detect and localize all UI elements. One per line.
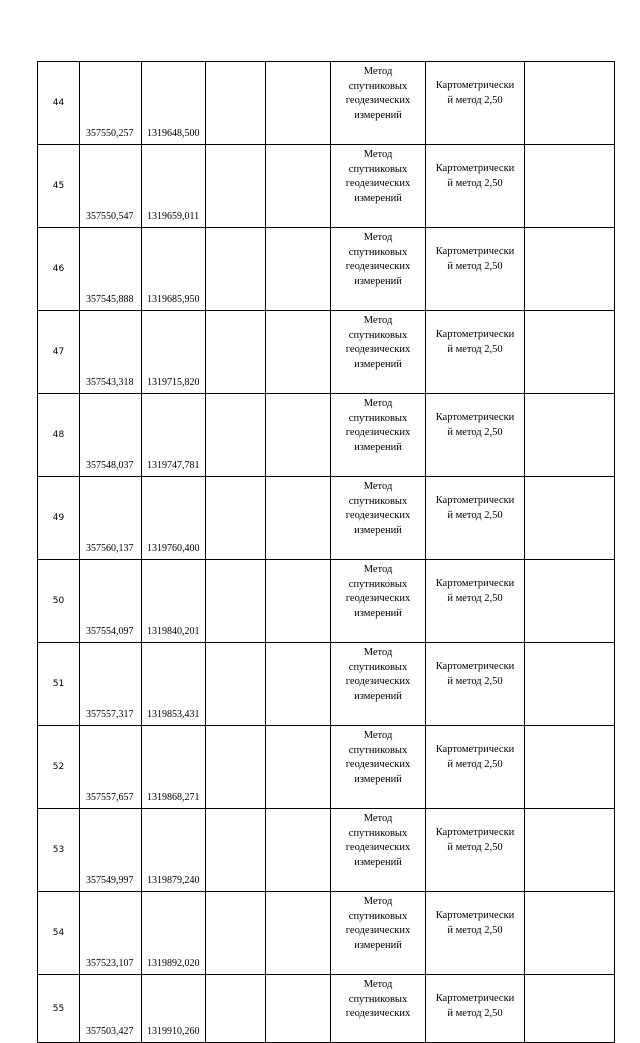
- accuracy-line: Картометрически: [435, 246, 515, 257]
- empty-cell: [206, 62, 266, 145]
- method-line: Метод: [363, 398, 393, 409]
- x-coordinate-cell: 357523,107: [80, 892, 142, 975]
- empty-cell: [266, 560, 331, 643]
- method-line: геодезических: [345, 344, 411, 355]
- method-line: измерений: [354, 773, 402, 785]
- table-row: [38, 394, 615, 477]
- empty-cell: [525, 560, 615, 643]
- empty-cell: [266, 228, 331, 311]
- method-cell: [331, 228, 426, 311]
- table-row: [38, 62, 615, 145]
- method-line: спутниковых: [348, 246, 408, 258]
- point-number-cell: 47: [38, 311, 80, 394]
- method-line: геодезических: [345, 261, 411, 272]
- empty-cell: [525, 228, 615, 311]
- accuracy-cell: [426, 311, 525, 394]
- empty-cell: [525, 145, 615, 228]
- accuracy-cell: [426, 892, 525, 975]
- method-line: геодезических: [345, 925, 411, 936]
- accuracy-cell: [426, 809, 525, 892]
- accuracy-line: Картометрически: [435, 495, 515, 506]
- empty-cell: [206, 560, 266, 643]
- table-row: [38, 311, 615, 394]
- x-coordinate-cell: 357545,888: [80, 228, 142, 311]
- table-body: [38, 62, 615, 1043]
- method-cell: [331, 809, 426, 892]
- y-coordinate-cell: 1319747,781: [142, 394, 206, 477]
- empty-cell: [206, 145, 266, 228]
- method-line: геодезических: [345, 676, 411, 687]
- accuracy-cell: [426, 477, 525, 560]
- empty-cell: [206, 228, 266, 311]
- method-line: Метод: [363, 813, 393, 824]
- y-coordinate-cell: 1319910,260: [142, 975, 206, 1043]
- point-number-cell: 48: [38, 394, 80, 477]
- x-coordinate-cell: 357550,547: [80, 145, 142, 228]
- empty-cell: [266, 145, 331, 228]
- accuracy-line: й метод 2,50: [447, 94, 503, 106]
- empty-cell: [266, 809, 331, 892]
- table-row: [38, 643, 615, 726]
- empty-cell: [206, 394, 266, 477]
- x-coordinate-cell: 357549,997: [80, 809, 142, 892]
- method-line: измерений: [354, 856, 402, 868]
- x-coordinate-cell: 357554,097: [80, 560, 142, 643]
- method-line: измерений: [354, 358, 402, 370]
- empty-cell: [525, 809, 615, 892]
- point-number-cell: 53: [38, 809, 80, 892]
- y-coordinate-cell: 1319760,400: [142, 477, 206, 560]
- method-line: геодезических: [345, 842, 411, 853]
- table-row: [38, 892, 615, 975]
- method-cell: [331, 145, 426, 228]
- method-cell: [331, 62, 426, 145]
- point-number-cell: 44: [38, 62, 80, 145]
- empty-cell: [525, 643, 615, 726]
- accuracy-cell: [426, 145, 525, 228]
- accuracy-line: Картометрически: [435, 993, 515, 1004]
- method-line: Метод: [363, 896, 393, 907]
- method-line: Метод: [363, 315, 393, 326]
- method-line: геодезических: [345, 1008, 411, 1019]
- method-line: спутниковых: [348, 910, 408, 922]
- method-cell: [331, 726, 426, 809]
- empty-cell: [525, 394, 615, 477]
- empty-cell: [266, 394, 331, 477]
- method-line: измерений: [354, 275, 402, 287]
- accuracy-line: Картометрически: [435, 910, 515, 921]
- accuracy-line: й метод 2,50: [447, 841, 503, 853]
- accuracy-line: Картометрически: [435, 827, 515, 838]
- method-cell: [331, 975, 426, 1043]
- method-line: спутниковых: [348, 163, 408, 175]
- accuracy-line: Картометрически: [435, 744, 515, 755]
- y-coordinate-cell: 1319648,500: [142, 62, 206, 145]
- table-row: [38, 726, 615, 809]
- empty-cell: [525, 62, 615, 145]
- method-line: измерений: [354, 690, 402, 702]
- method-line: спутниковых: [348, 993, 408, 1005]
- accuracy-line: й метод 2,50: [447, 924, 503, 936]
- x-coordinate-cell: 357503,427: [80, 975, 142, 1043]
- accuracy-line: й метод 2,50: [447, 675, 503, 687]
- table-row: [38, 228, 615, 311]
- accuracy-line: Картометрически: [435, 578, 515, 589]
- y-coordinate-cell: 1319853,431: [142, 643, 206, 726]
- accuracy-line: Картометрически: [435, 329, 515, 340]
- method-line: геодезических: [345, 95, 411, 106]
- point-number-cell: 45: [38, 145, 80, 228]
- accuracy-cell: [426, 228, 525, 311]
- empty-cell: [206, 975, 266, 1043]
- accuracy-cell: [426, 560, 525, 643]
- table-row: [38, 975, 615, 1043]
- accuracy-cell: [426, 394, 525, 477]
- empty-cell: [266, 477, 331, 560]
- method-line: измерений: [354, 607, 402, 619]
- accuracy-line: й метод 2,50: [447, 1007, 503, 1019]
- method-line: геодезических: [345, 178, 411, 189]
- x-coordinate-cell: 357550,257: [80, 62, 142, 145]
- method-line: Метод: [363, 66, 393, 77]
- method-line: спутниковых: [348, 329, 408, 341]
- accuracy-line: й метод 2,50: [447, 260, 503, 272]
- y-coordinate-cell: 1319868,271: [142, 726, 206, 809]
- point-number-cell: 52: [38, 726, 80, 809]
- accuracy-line: й метод 2,50: [447, 592, 503, 604]
- method-line: спутниковых: [348, 661, 408, 673]
- accuracy-line: Картометрически: [435, 412, 515, 423]
- x-coordinate-cell: 357548,037: [80, 394, 142, 477]
- method-line: измерений: [354, 441, 402, 453]
- empty-cell: [266, 311, 331, 394]
- y-coordinate-cell: 1319879,240: [142, 809, 206, 892]
- x-coordinate-cell: 357557,317: [80, 643, 142, 726]
- method-line: Метод: [363, 730, 393, 741]
- method-line: геодезических: [345, 510, 411, 521]
- accuracy-line: Картометрически: [435, 163, 515, 174]
- empty-cell: [266, 62, 331, 145]
- empty-cell: [206, 311, 266, 394]
- method-line: спутниковых: [348, 578, 408, 590]
- method-cell: [331, 892, 426, 975]
- method-cell: [331, 560, 426, 643]
- y-coordinate-cell: 1319715,820: [142, 311, 206, 394]
- x-coordinate-cell: 357557,657: [80, 726, 142, 809]
- method-line: спутниковых: [348, 744, 408, 756]
- x-coordinate-cell: 357543,318: [80, 311, 142, 394]
- accuracy-line: й метод 2,50: [447, 758, 503, 770]
- method-line: измерений: [354, 939, 402, 951]
- accuracy-line: й метод 2,50: [447, 509, 503, 521]
- empty-cell: [266, 975, 331, 1043]
- method-line: Метод: [363, 647, 393, 658]
- method-line: измерений: [354, 109, 402, 121]
- method-line: геодезических: [345, 593, 411, 604]
- method-line: спутниковых: [348, 495, 408, 507]
- method-line: Метод: [363, 979, 393, 990]
- point-number-cell: 54: [38, 892, 80, 975]
- coordinates-table: [37, 61, 615, 1043]
- empty-cell: [525, 726, 615, 809]
- empty-cell: [525, 892, 615, 975]
- point-number-cell: 51: [38, 643, 80, 726]
- point-number-cell: 50: [38, 560, 80, 643]
- accuracy-cell: [426, 643, 525, 726]
- empty-cell: [525, 477, 615, 560]
- method-cell: [331, 477, 426, 560]
- empty-cell: [525, 311, 615, 394]
- table-row: [38, 477, 615, 560]
- empty-cell: [266, 643, 331, 726]
- empty-cell: [266, 892, 331, 975]
- accuracy-line: Картометрически: [435, 80, 515, 91]
- method-line: Метод: [363, 564, 393, 575]
- method-cell: [331, 394, 426, 477]
- point-number-cell: 49: [38, 477, 80, 560]
- y-coordinate-cell: 1319892,020: [142, 892, 206, 975]
- empty-cell: [266, 726, 331, 809]
- method-line: спутниковых: [348, 827, 408, 839]
- method-line: измерений: [354, 524, 402, 536]
- method-line: Метод: [363, 481, 393, 492]
- empty-cell: [206, 892, 266, 975]
- empty-cell: [206, 643, 266, 726]
- x-coordinate-cell: 357560,137: [80, 477, 142, 560]
- method-cell: [331, 643, 426, 726]
- accuracy-cell: [426, 62, 525, 145]
- point-number-cell: 55: [38, 975, 80, 1043]
- method-cell: [331, 311, 426, 394]
- accuracy-cell: [426, 975, 525, 1043]
- method-line: геодезических: [345, 759, 411, 770]
- empty-cell: [206, 809, 266, 892]
- method-line: Метод: [363, 149, 393, 160]
- y-coordinate-cell: 1319659,011: [142, 145, 206, 228]
- y-coordinate-cell: 1319840,201: [142, 560, 206, 643]
- method-line: Метод: [363, 232, 393, 243]
- method-line: спутниковых: [348, 80, 408, 92]
- empty-cell: [206, 477, 266, 560]
- accuracy-line: Картометрически: [435, 661, 515, 672]
- method-line: спутниковых: [348, 412, 408, 424]
- table-row: [38, 809, 615, 892]
- method-line: геодезических: [345, 427, 411, 438]
- point-number-cell: 46: [38, 228, 80, 311]
- accuracy-line: й метод 2,50: [447, 177, 503, 189]
- method-line: измерений: [354, 192, 402, 204]
- accuracy-line: й метод 2,50: [447, 426, 503, 438]
- empty-cell: [525, 975, 615, 1043]
- accuracy-line: й метод 2,50: [447, 343, 503, 355]
- empty-cell: [206, 726, 266, 809]
- y-coordinate-cell: 1319685,950: [142, 228, 206, 311]
- table-row: [38, 145, 615, 228]
- accuracy-cell: [426, 726, 525, 809]
- table-row: [38, 560, 615, 643]
